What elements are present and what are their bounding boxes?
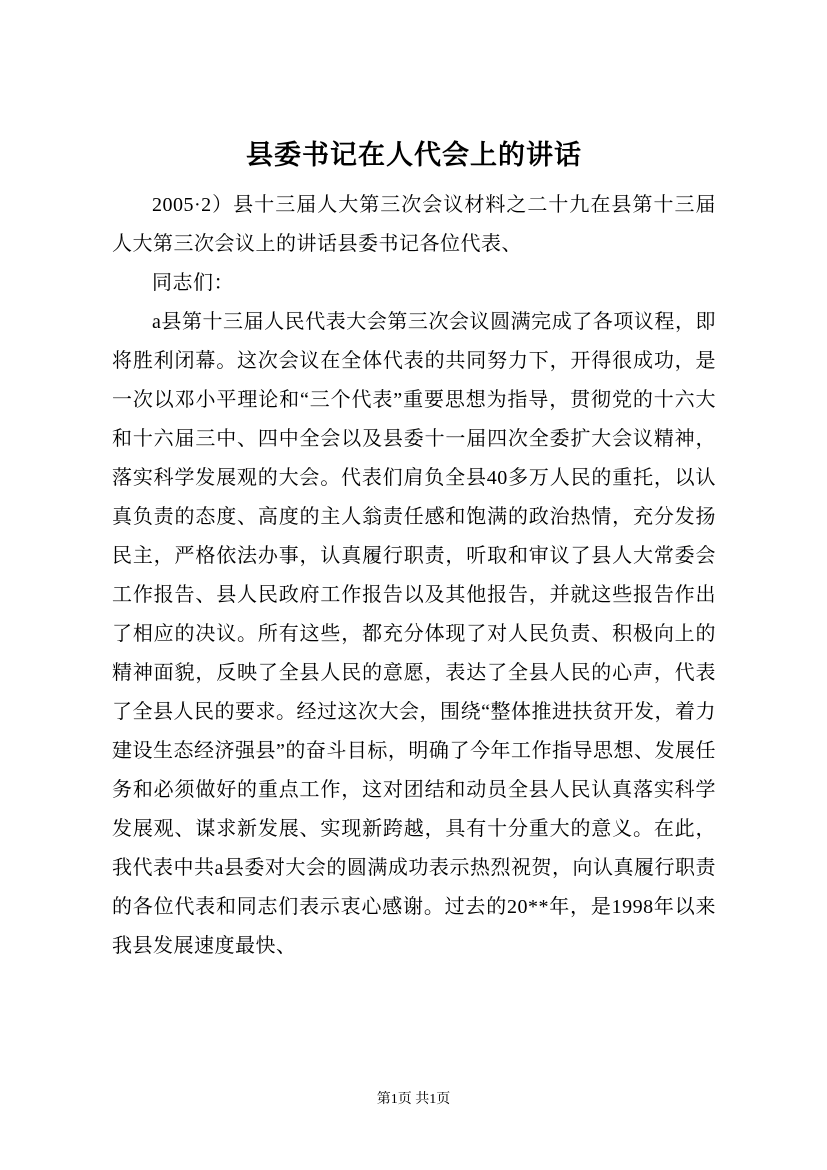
paragraph-salutation: 同志们： (152, 272, 234, 294)
page-number-footer: 第1页 共1页 (376, 1092, 451, 1107)
paragraph-main-text: a县第十三届人民代表大会第三次会议圆满完成了各项议程，即将胜利闭幕。这次会议在全体代表的共同努力下，开得很成功，是一次以邓小平理论和“三个代表”重要思想为指导，贯彻党的十六大和十六届三中、四中全会以及县委十一届四次全委扩大会议精神，落实科学发展观的大会。代表们肩负全县40多万人民的重托，以认真负责的态度、高度的主人翁责任感和饱满的政治热情，充分发扬民主，严格依法办事，认真履行职责，听取和审议了县人大常委会工作报告、县人民政府工作报告以及其他报告，并就这些报告作出了相应的决议。所有这些，都充分体现了对人民负责、积极向上的精神面貌，反映了全县人民的意愿，表达了全县人民的心声，代表了全县人民的要求。经过这次大会，围绕“整体推进扶贫开发，着力建设生态经济强县”的奋斗目标，明确了今年工作指导思想、发展任务和必须做好的重点工作，这对团结和动员全县人民认真落实科学发展观、谋求新发展、实现新跨越，具有十分重大的意义。在此，我代表中共a县委对大会的圆满成功表示热烈祝贺，向认真履行职责的各位代表和同志们表示衷心感谢。过去的20**年，是1998年以来我县发展速度最快、 (112, 311, 716, 957)
document-title: 县委书记在人代会上的讲话 (246, 140, 582, 170)
document-body (112, 138, 716, 966)
paragraph-header-line: 2005·2）县十三届人大第三次会议材料之二十九在县第十三届人大第三次会议上的讲话县委书记各位代表、 (112, 194, 716, 255)
